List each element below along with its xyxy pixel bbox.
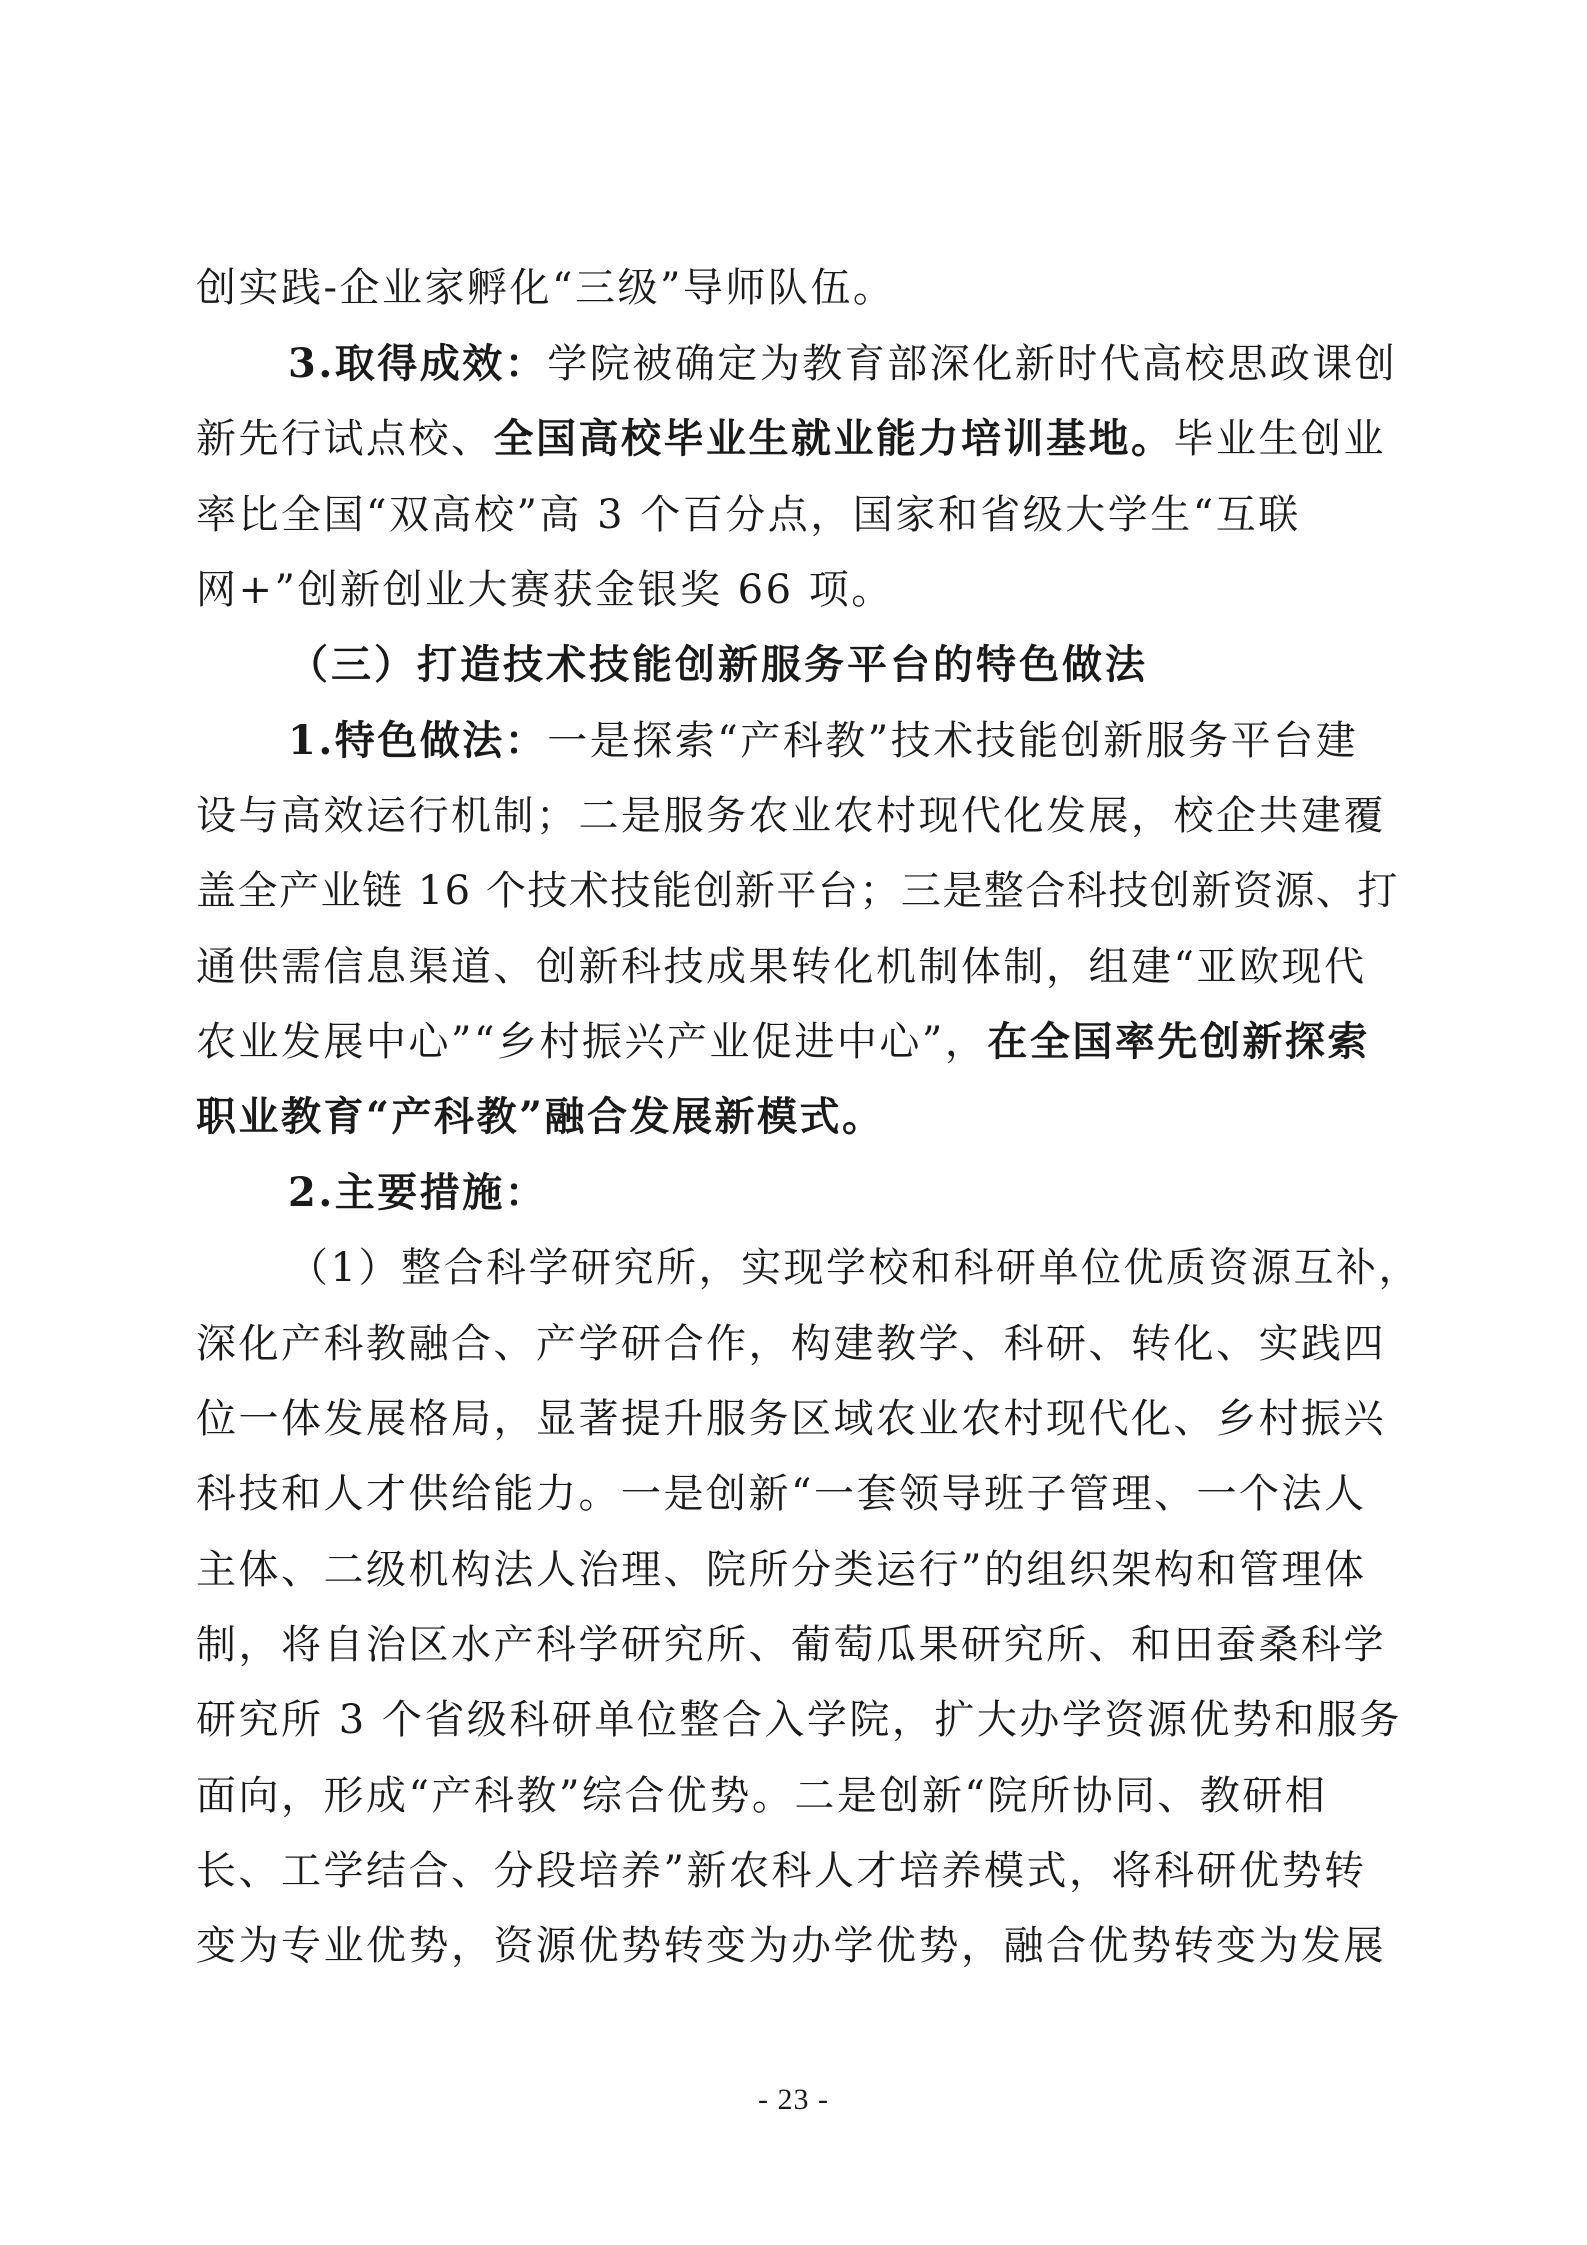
paragraph-line [196,415,1406,463]
paragraph-line [288,717,1498,765]
heading-text: （三）打造技术技能创新服务平台的特色做法 [288,641,1148,688]
text-segment: 研究所 3 个省级科研单位整合入学院，扩大办学资源优势和服务 [196,1697,1402,1743]
text-segment: 深化产科教融合、产学研合作，构建教学、科研、转化、实践四 [196,1321,1386,1367]
text-segment: 科技和人才供给能力。一是创新“一套领导班子管理、一个法人 [196,1471,1367,1517]
section-label: 2.主要措施： [288,1169,548,1216]
paragraph-line [196,491,1406,539]
text-segment: 变为专业优势，资源优势转变为办学优势，融合优势转变为发展 [196,1923,1386,1969]
text-segment: 盖全产业链 16 个技术技能创新平台；三是整合科技创新资源、打 [196,868,1399,914]
text-segment: 率比全国“双高校”高 3 个百分点，国家和省级大学生“互联 [196,492,1301,538]
paragraph-line [196,792,1406,840]
text-segment: 毕业生创业 [1173,416,1386,462]
paragraph-line [196,1093,1406,1141]
section-heading [288,641,1498,689]
paragraph-line [288,340,1406,388]
emphasis-text: 在全国率先创新探索 [987,1018,1370,1065]
text-segment: 位一体发展格局，显著提升服务区域农业农村现代化、乡村振兴 [196,1396,1386,1442]
text-segment: 设与高效运行机制；二是服务农业农村现代化发展，校企共建覆 [196,793,1386,839]
paragraph-line [196,1395,1406,1443]
paragraph-line [196,867,1406,915]
paragraph-line [196,1018,1406,1066]
paragraph-line [196,1772,1406,1820]
paragraph-line [196,1621,1406,1669]
paragraph-line [196,566,1406,614]
paragraph-line [196,1922,1406,1970]
text-segment: 面向，形成“产科教”综合优势。二是创新“院所协同、教研相 [196,1773,1328,1819]
text-segment: 一是探索“产科教”技术技能创新服务平台建 [547,718,1359,764]
text-segment: 通供需信息渠道、创新科技成果转化机制体制，组建“亚欧现代 [196,944,1367,990]
paragraph-line [196,1546,1406,1594]
text-segment: 农业发展中心”“乡村振兴产业促进中心”， [196,1019,988,1065]
text-segment: 学院被确定为教育部深化新时代高校思政课创 [547,341,1398,387]
paragraph-line [196,1847,1406,1895]
emphasis-text: 全国高校毕业生就业能力培训基地。 [493,415,1174,462]
paragraph-line [196,1696,1406,1744]
paragraph-line [196,1320,1406,1368]
paragraph-line [288,1169,1498,1217]
text-segment: （1）整合科学研究所，实现学校和科研单位优质资源互补， [288,1245,1421,1291]
text-segment: 新先行试点校、 [196,416,494,462]
page-number: - 23 - [758,2083,829,2116]
paragraph-line [196,943,1406,991]
emphasis-text: 职业教育“产科教”融合发展新模式。 [196,1093,885,1140]
section-label: 3.取得成效： [288,340,548,387]
text-segment: 制，将自治区水产科学研究所、葡萄瓜果研究所、和田蚕桑科学 [196,1622,1386,1668]
paragraph-line [288,1244,1498,1292]
text-segment: 创实践-企业家孵化“三级”导师队伍。 [196,265,896,311]
section-label: 1.特色做法： [288,717,548,764]
text-segment: 长、工学结合、分段培养”新农科人才培养模式，将科研优势转 [196,1848,1367,1894]
paragraph-line [196,264,1406,312]
text-segment: 主体、二级机构法人治理、院所分类运行”的组织架构和管理体 [196,1547,1367,1593]
paragraph-line [196,1470,1406,1518]
text-segment: 网+”创新创业大赛获金银奖 66 项。 [196,567,894,613]
